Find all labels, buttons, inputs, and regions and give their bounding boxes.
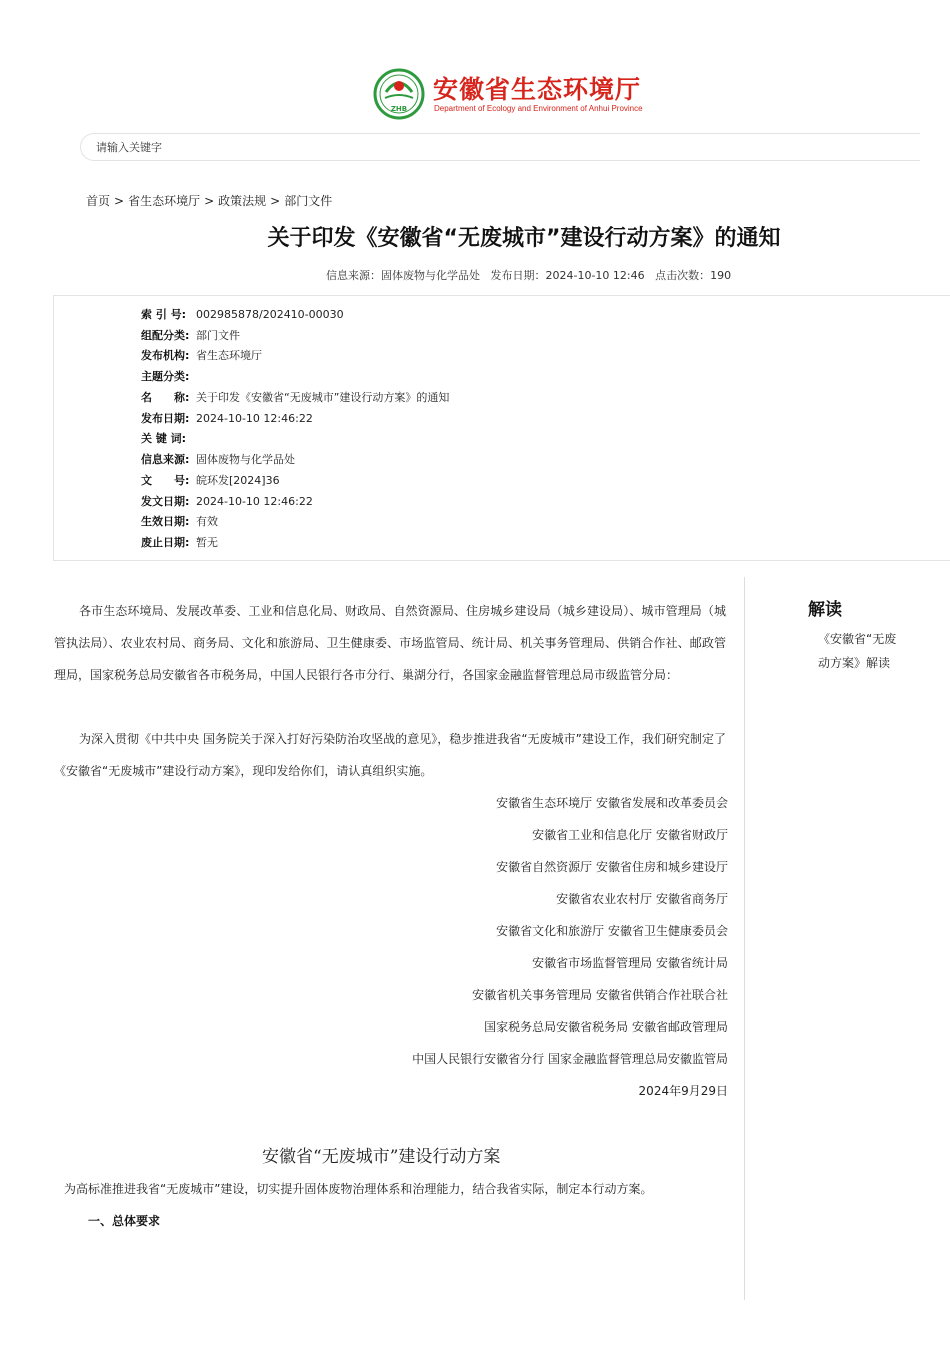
signature-line: 安徽省市场监督管理局 安徽省统计局	[532, 956, 728, 970]
info-row-category	[141, 327, 240, 347]
info-value: 皖环发[2024]36	[196, 474, 280, 487]
search-input[interactable]	[94, 140, 498, 155]
breadcrumb-documents[interactable]: 部门文件	[284, 194, 333, 208]
info-row-issue-date	[141, 493, 313, 513]
breadcrumb-department[interactable]: 省生态环境厅	[128, 194, 201, 208]
info-value: 2024-10-10 12:46:22	[196, 495, 313, 508]
logo-title-cn: 安徽省生态环境厅	[433, 75, 642, 104]
signature-line: 国家税务总局安徽省税务局 安徽省邮政管理局	[484, 1020, 728, 1034]
info-value: 关于印发《安徽省“无废城市”建设行动方案》的通知	[196, 391, 450, 404]
meta-date: 发布日期：2024-10-10 12:46	[490, 269, 645, 282]
info-row-publisher	[141, 347, 262, 367]
info-row-publish-date	[141, 410, 313, 430]
signature-line: 安徽省生态环境厅 安徽省发展和改革委员会	[496, 796, 728, 810]
signature-line: 安徽省自然资源厅 安徽省住房和城乡建设厅	[496, 860, 728, 874]
info-value: 暂无	[196, 536, 218, 549]
info-row-name	[141, 389, 449, 409]
plan-intro: 为高标准推进我省“无废城市”建设，切实提升固体废物治理体系和治理能力，结合我省实际，制定本行动方案。	[64, 1182, 653, 1196]
sidebar-link-line: 动方案》解读	[818, 656, 891, 670]
info-row-expiry	[141, 534, 218, 554]
site-logo[interactable]	[373, 68, 673, 124]
info-value: 2024-10-10 12:46:22	[196, 412, 313, 425]
info-row-topic	[141, 368, 196, 388]
info-label: 主题分类:	[141, 370, 190, 383]
search-bar	[80, 133, 920, 161]
info-row-keywords	[141, 430, 196, 450]
info-label: 发布日期:	[141, 412, 190, 425]
plan-section-heading: 一、总体要求	[88, 1214, 161, 1228]
column-divider	[744, 577, 745, 1300]
info-value: 固体废物与化学品处	[196, 453, 295, 466]
info-label: 关 键 词:	[141, 432, 187, 445]
info-label: 废止日期:	[141, 536, 190, 549]
info-label: 名 称:	[141, 391, 190, 404]
sidebar-interpretation-link[interactable]	[818, 627, 908, 675]
info-row-source	[141, 451, 295, 471]
emblem-text: ZHB	[390, 105, 408, 113]
info-label: 生效日期:	[141, 515, 190, 528]
document-info-box	[53, 295, 950, 561]
signature-line: 安徽省工业和信息化厅 安徽省财政厅	[532, 828, 728, 842]
info-label: 组配分类:	[141, 329, 190, 342]
info-value: 省生态环境厅	[196, 349, 262, 362]
breadcrumb-home[interactable]: 首页	[86, 194, 111, 208]
info-value: 部门文件	[196, 329, 240, 342]
body-paragraph: 为深入贯彻《中共中央 国务院关于深入打好污染防治攻坚战的意见》，稳步推进我省“无废城市”建设工作，我们研究制定了《安徽省“无废城市”建设行动方案》，现印发给你们，请认真组织实施。	[54, 732, 726, 778]
breadcrumb	[86, 192, 332, 209]
zhb-emblem-icon	[373, 68, 425, 120]
info-row-doc-number	[141, 472, 280, 492]
breadcrumb-separator: >	[204, 194, 215, 208]
plan-title: 安徽省“无废城市”建设行动方案	[262, 1147, 501, 1167]
signature-line: 中国人民银行安徽省分行 国家金融监督管理总局安徽监管局	[412, 1052, 728, 1066]
meta-views: 点击次数：190	[655, 269, 732, 282]
signature-line: 安徽省农业农村厅 安徽省商务厅	[556, 892, 728, 906]
signature-date: 2024年9月29日	[638, 1084, 728, 1098]
breadcrumb-separator: >	[114, 194, 125, 208]
sidebar-interpretation-title: 解读	[808, 600, 842, 620]
info-label: 信息来源:	[141, 453, 190, 466]
signature-line: 安徽省机关事务管理局 安徽省供销合作社联合社	[472, 988, 728, 1002]
sidebar-link-line: 《安徽省“无废	[818, 632, 897, 646]
article-title: 关于印发《安徽省“无废城市”建设行动方案》的通知	[267, 226, 781, 251]
breadcrumb-policy[interactable]: 政策法规	[218, 194, 267, 208]
info-label: 文 号:	[141, 474, 190, 487]
info-value: 002985878/202410-00030	[196, 308, 344, 321]
info-row-effective	[141, 513, 218, 533]
article-meta	[326, 267, 731, 283]
info-label: 索 引 号:	[141, 308, 187, 321]
info-label: 发文日期:	[141, 495, 190, 508]
info-label: 发布机构:	[141, 349, 190, 362]
body-paragraph: 各市生态环境局、发展改革委、工业和信息化局、财政局、自然资源局、住房城乡建设局（城乡建设局）、城市管理局（城管执法局）、农业农村局、商务局、文化和旅游局、卫生健康委、市场监管局、统计局、机关事务管理局、供销合作社、邮政管理局，国家税务总局安徽省各市税务局，中国人民银行各市分行、巢湖分行，各国家金融监督管理总局市级监管分局：	[54, 604, 726, 682]
info-value: 有效	[196, 515, 218, 528]
breadcrumb-separator: >	[270, 194, 281, 208]
logo-title-en: Department of Ecology and Environment of Anhui Province	[434, 104, 643, 113]
info-row-index	[141, 306, 344, 326]
signature-line: 安徽省文化和旅游厅 安徽省卫生健康委员会	[496, 924, 728, 938]
meta-source: 信息来源：固体废物与化学品处	[326, 269, 480, 282]
